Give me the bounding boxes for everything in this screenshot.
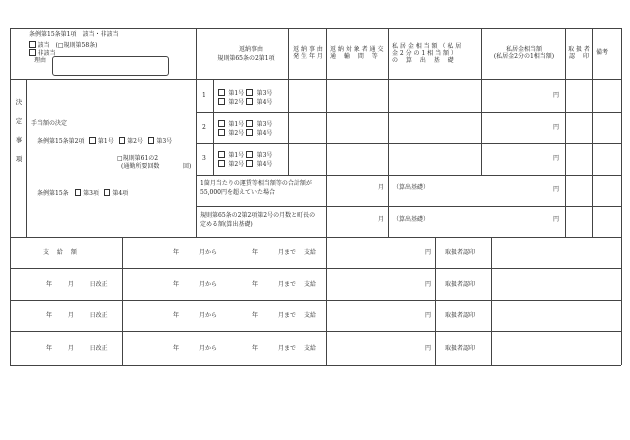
checkbox-icon[interactable] bbox=[246, 151, 253, 158]
art15-2-row: 条例第15条第2項 第1号 第2号 第3号 bbox=[37, 138, 173, 145]
checkbox-icon[interactable] bbox=[75, 189, 82, 196]
reason-field[interactable] bbox=[52, 56, 169, 76]
col-target: 返 納 対 象 者 通 交 通 輸 間 等 bbox=[330, 46, 384, 60]
times-label: 回) bbox=[183, 163, 192, 170]
rule61-label: □規則第61の2 bbox=[117, 155, 159, 162]
checkbox-icon[interactable] bbox=[218, 160, 225, 167]
extra-month-2: 月 bbox=[378, 216, 385, 223]
option-not-applicable[interactable]: 非該当 bbox=[29, 49, 56, 58]
extra-text-1b: 55,000円を超えていた場合 bbox=[200, 189, 275, 196]
extra-text-2b: 定める額(算出基礎) bbox=[200, 221, 253, 228]
commute-label: (通勤所要回数 bbox=[121, 163, 160, 170]
checkbox-icon[interactable] bbox=[218, 89, 225, 96]
extra-basis-2: （算出基礎） bbox=[393, 216, 430, 223]
checkbox-icon[interactable] bbox=[218, 151, 225, 158]
checkbox-icon[interactable] bbox=[89, 137, 96, 144]
checkbox-icon[interactable] bbox=[246, 160, 253, 167]
checkbox-icon[interactable] bbox=[246, 89, 253, 96]
reason-label: 理由 bbox=[34, 57, 47, 64]
checkbox-icon[interactable] bbox=[218, 129, 225, 136]
extra-yen-2: 円 bbox=[553, 216, 560, 223]
checkbox-icon[interactable] bbox=[119, 137, 126, 144]
col-handler: 取 扱 者 認 印 bbox=[568, 46, 590, 60]
hand-amount-label: 手当額の決定 bbox=[31, 120, 68, 127]
article-status: 条例第15条第1項 該当・非該当 bbox=[29, 31, 119, 38]
checkbox-icon[interactable] bbox=[246, 129, 253, 136]
col-note: 備考 bbox=[596, 49, 609, 56]
option-applicable[interactable]: 該当 (□規則第58条) bbox=[29, 41, 98, 50]
col-date: 返 納 事 由 発 生 年 月 bbox=[293, 46, 323, 60]
extra-yen-1: 円 bbox=[553, 186, 560, 193]
checkbox-icon[interactable] bbox=[246, 120, 253, 127]
checkbox-icon[interactable] bbox=[104, 189, 111, 196]
extra-text-1a: 1箇月当たりの運賃等相当額等の合計額が bbox=[200, 180, 312, 187]
col-reason-sub: 規則第65条の2第1項 bbox=[217, 55, 275, 62]
checkbox-icon bbox=[29, 41, 36, 48]
checkbox-icon[interactable] bbox=[218, 98, 225, 105]
col-reason-title: 返納事由 bbox=[238, 46, 263, 53]
art15-row: 条例第15条 第3項 第4項 bbox=[37, 190, 129, 197]
col-private-amount: 私居金相当額 (私居金2分の1相当額) bbox=[493, 46, 555, 60]
extra-text-2a: 規則第65条の2第2項第2号の月数と町長の bbox=[200, 212, 316, 219]
checkbox-icon[interactable] bbox=[148, 137, 155, 144]
extra-month-1: 月 bbox=[378, 184, 385, 191]
checkbox-icon[interactable] bbox=[246, 98, 253, 105]
col-private: 私 居 金 相 当 額 （ 私 居 金 2 分 の 1 相 当 額 ） の 算 出 基 礎 bbox=[392, 43, 462, 64]
checkbox-icon[interactable] bbox=[218, 120, 225, 127]
extra-basis-1: （算出基礎） bbox=[393, 184, 430, 191]
checkbox-icon bbox=[29, 49, 36, 56]
